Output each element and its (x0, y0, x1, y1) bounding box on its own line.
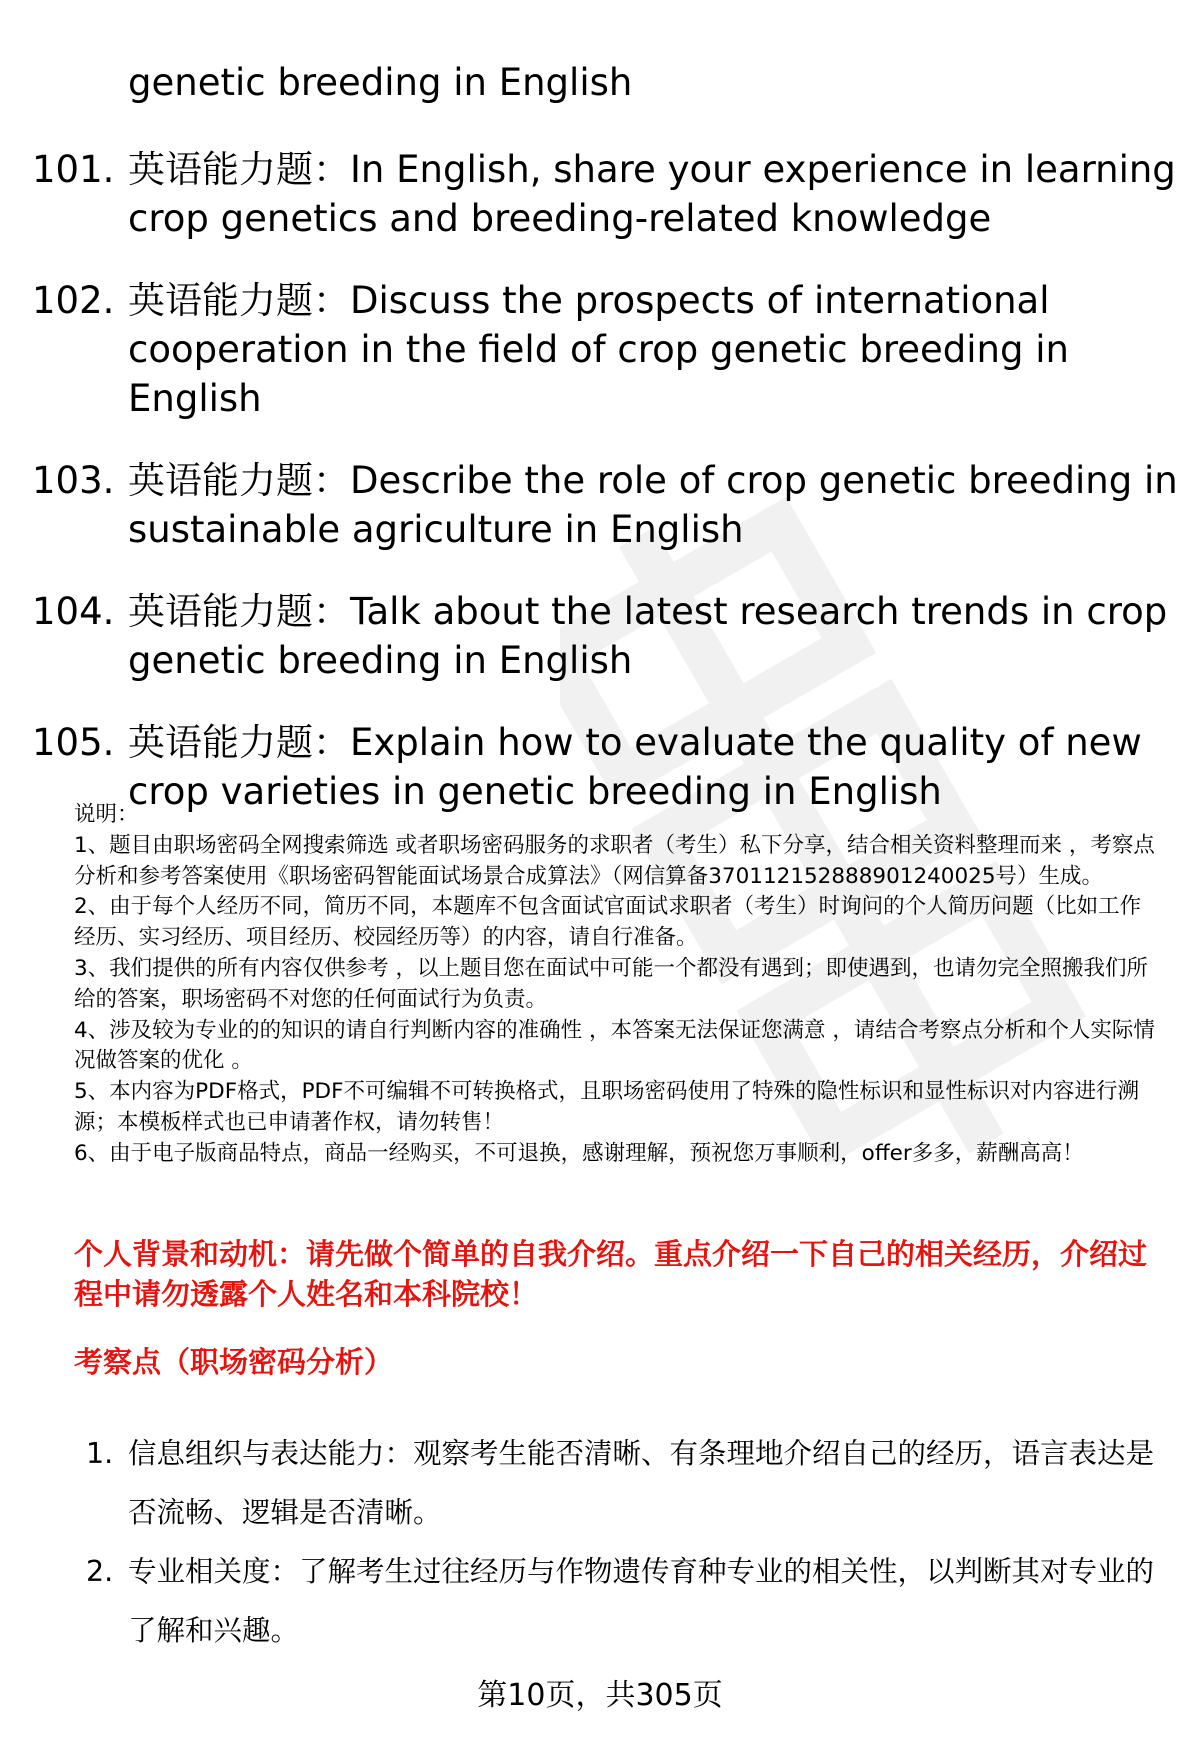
notes-section (74, 800, 1158, 1170)
question-item (32, 456, 1182, 554)
note-item: 1、题目由职场密码全网搜索筛选 或者职场密码服务的求职者（考生）私下分享，结合相关资料整理而来 ，考察点分析和参考答案使用《职场密码智能面试场景合成算法》（网信算备370112152888901240025号）生成。 (74, 832, 1155, 889)
question-number: 102. (32, 279, 115, 322)
question-text: genetic breeding in English (128, 61, 633, 104)
question-number: 103. (32, 459, 115, 502)
note-item: 2、由于每个人经历不同，简历不同，本题库不包含面试官面试求职者（考生）时询问的个人简历问题（比如工作经历、实习经历、项目经历、校园经历等）的内容，请自行准备。 (74, 894, 1142, 951)
point-number: 2. (86, 1555, 114, 1588)
note-item: 5、本内容为PDF格式，PDF不可编辑不可转换格式，且职场密码使用了特殊的隐性标识和显性标识对内容进行溯源；本模板样式也已申请著作权，请勿转售！ (74, 1079, 1139, 1135)
section-heading: 个人背景和动机：请先做个简单的自我介绍。重点介绍一下自己的相关经历，介绍过程中请勿透露个人姓名和本科院校！ (74, 1237, 1148, 1311)
question-text: 英语能力题：Discuss the prospects of international cooperation in the field of crop genetic breeding in English (128, 279, 1069, 420)
question-text: 英语能力题：Describe the role of crop genetic breeding in sustainable agriculture in English (128, 459, 1178, 551)
page-footer: 第10页，共305页 (477, 1678, 723, 1713)
notes-title: 说明： (74, 802, 139, 827)
question-number: 101. (32, 148, 115, 191)
note-item: 4、涉及较为专业的的知识的请自行判断内容的准确性 ，本答案无法保证您满意 ，请结合考察点分析和个人实际情况做答案的优化 。 (74, 1017, 1155, 1074)
question-list (32, 58, 1182, 849)
analysis-point (86, 1424, 1166, 1542)
question-text: 英语能力题：In English, share your experience in learning crop genetics and breeding-related knowledge (128, 148, 1176, 240)
section-subheading: 考察点（职场密码分析） (74, 1345, 394, 1379)
note-item: 3、我们提供的所有内容仅供参考 ，以上题目您在面试中可能一个都没有遇到；即使遇到，也请勿完全照搬我们所给的答案，职场密码不对您的任何面试行为负责。 (74, 955, 1149, 1012)
question-section (74, 1234, 1158, 1382)
question-item (32, 587, 1182, 685)
analysis-point (86, 1542, 1166, 1660)
question-text: 英语能力题：Talk about the latest research trends in crop genetic breeding in English (128, 590, 1168, 682)
point-text: 信息组织与表达能力：观察考生能否清晰、有条理地介绍自己的经历，语言表达是否流畅、逻辑是否清晰。 (128, 1437, 1155, 1529)
question-item (32, 58, 1182, 107)
question-number: 104. (32, 590, 115, 633)
point-number: 1. (86, 1437, 114, 1470)
question-item (32, 145, 1182, 243)
note-item: 6、由于电子版商品特点，商品一经购买，不可退换，感谢理解，预祝您万事顺利，offer多多，薪酬高高！ (74, 1140, 1084, 1166)
question-number: 105. (32, 721, 115, 764)
point-text: 专业相关度：了解考生过往经历与作物遗传育种专业的相关性，以判断其对专业的了解和兴趣。 (128, 1555, 1155, 1647)
question-text: 英语能力题：Explain how to evaluate the quality of new crop varieties in genetic breeding in English (128, 721, 1142, 813)
analysis-points (86, 1424, 1166, 1660)
question-item (32, 276, 1182, 423)
